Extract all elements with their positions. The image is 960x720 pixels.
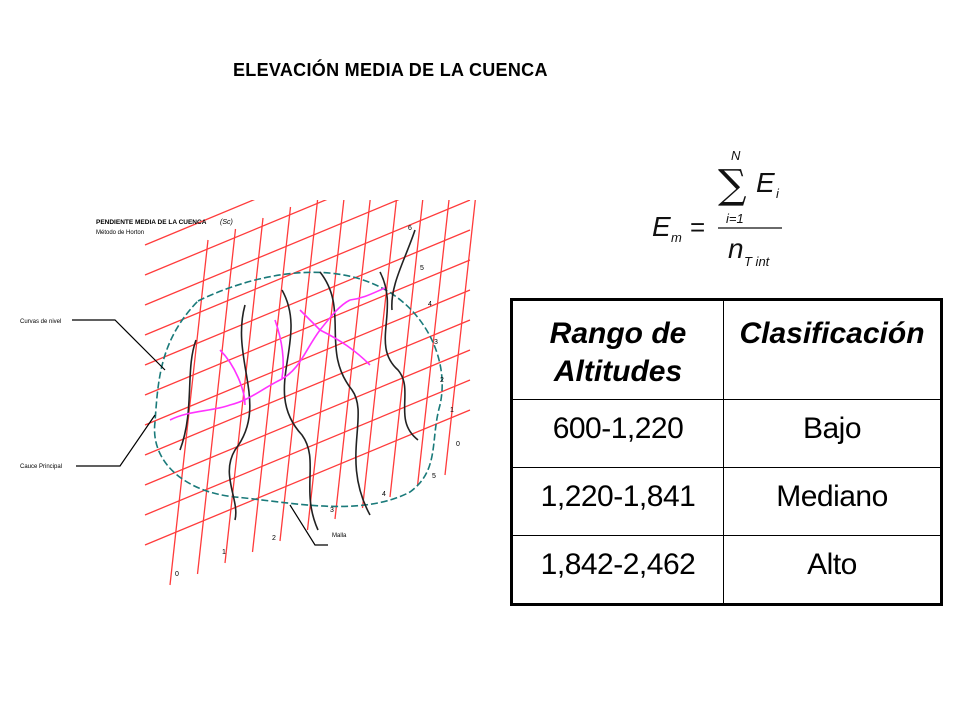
right-tick-label: 2 xyxy=(440,377,444,384)
grid-line-oblique xyxy=(145,290,470,425)
denominator-sub: T int xyxy=(744,254,770,269)
header-classification: Clasificación xyxy=(724,300,942,400)
cell-range: 1,220-1,841 xyxy=(512,468,724,536)
header-altitude-range: Rango de Altitudes xyxy=(512,300,724,400)
bottom-tick-label: 5 xyxy=(432,473,436,480)
cell-range: 600-1,220 xyxy=(512,400,724,468)
summation-sign: ∑ xyxy=(718,162,747,208)
diagram-subtitle: Método de Horton xyxy=(96,230,145,236)
lhs-sub: m xyxy=(671,230,682,245)
numerator-base: E xyxy=(756,167,775,198)
bottom-tick-label: 2 xyxy=(272,535,276,542)
horton-basin-diagram xyxy=(20,200,490,590)
table-row xyxy=(512,536,942,605)
lhs-base: E xyxy=(652,211,671,242)
cell-class: Mediano xyxy=(724,468,942,536)
slide-title: ELEVACIÓN MEDIA DE LA CUENCA xyxy=(233,60,548,80)
mean-elevation-formula xyxy=(630,140,810,275)
grid-line-oblique xyxy=(145,320,470,455)
table-row xyxy=(512,400,942,468)
table-row xyxy=(512,468,942,536)
diagram-title-suffix: (Sc) xyxy=(220,219,233,226)
bottom-tick-label: 3 xyxy=(330,507,334,514)
altitude-classification-table xyxy=(510,298,943,606)
right-tick-label: 6 xyxy=(408,225,412,232)
bottom-tick-label: 0 xyxy=(175,571,179,578)
label-main-channel: Cauce Principal xyxy=(20,464,63,470)
label-channel-pointer xyxy=(76,415,155,466)
numerator-sub: i xyxy=(776,186,779,201)
right-tick-label: 5 xyxy=(420,265,424,272)
grid-line-oblique xyxy=(145,260,470,395)
label-contours: Curvas de nivel xyxy=(20,319,62,325)
right-tick-label: 0 xyxy=(456,441,460,448)
sum-upper-limit: N xyxy=(731,148,741,163)
bottom-tick-label: 1 xyxy=(222,549,226,556)
sum-lower-limit: i=1 xyxy=(726,211,744,226)
grid-line-vertical xyxy=(363,200,401,508)
cell-class: Alto xyxy=(724,536,942,605)
mesh-grid xyxy=(145,200,483,585)
right-tick-label: 1 xyxy=(450,407,454,414)
right-tick-label: 4 xyxy=(428,301,432,308)
table-header-row xyxy=(512,300,942,400)
basin-boundary xyxy=(155,272,443,506)
cell-range: 1,842-2,462 xyxy=(512,536,724,605)
equals-sign: = xyxy=(690,212,706,242)
bottom-tick-label: 4 xyxy=(382,491,386,498)
diagram-title: PENDIENTE MEDIA DE LA CUENCA xyxy=(96,219,207,226)
right-tick-label: 3 xyxy=(434,339,438,346)
grid-line-vertical xyxy=(445,200,483,475)
label-mesh: Malla xyxy=(332,533,347,539)
denominator-base: n xyxy=(728,233,744,264)
cell-class: Bajo xyxy=(724,400,942,468)
